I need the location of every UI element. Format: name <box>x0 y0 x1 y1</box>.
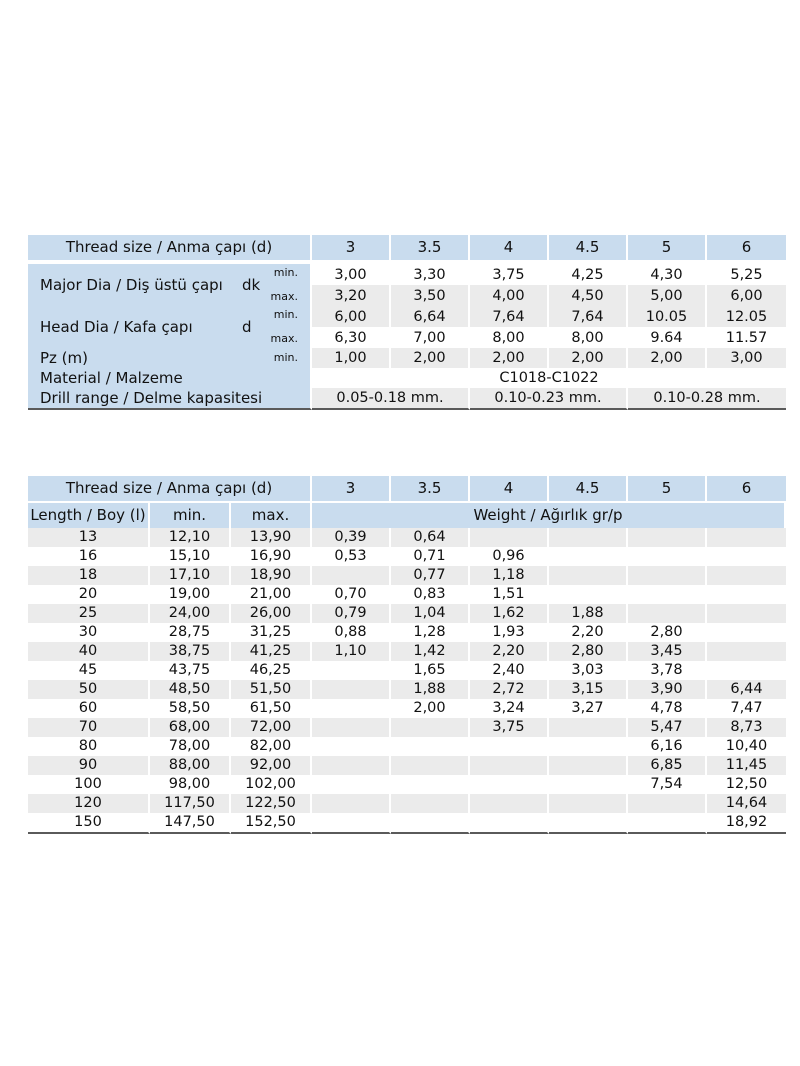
weight-cell: 3,24 <box>470 699 549 718</box>
length-min-cell: 117,50 <box>150 794 231 813</box>
length-max-cell: 41,25 <box>231 642 312 661</box>
weight-cell <box>391 775 470 794</box>
material-label: Material / Malzeme <box>40 369 183 387</box>
min-label: min. <box>273 266 298 279</box>
weight-table <box>28 476 786 834</box>
weight-cell <box>549 718 628 737</box>
weight-cell <box>628 566 707 585</box>
value-cell: 8,00 <box>470 327 549 348</box>
length-cell: 50 <box>28 680 150 699</box>
weight-cell: 0,79 <box>312 604 391 623</box>
weight-table-body <box>28 528 786 834</box>
weight-header: Weight / Ağırlık gr/p <box>312 501 786 528</box>
weight-cell <box>312 718 391 737</box>
value-cell: 3,30 <box>391 264 470 285</box>
weight-cell: 2,00 <box>391 699 470 718</box>
table-row <box>28 756 786 775</box>
weight-cell: 2,80 <box>628 623 707 642</box>
value-cell: 9.64 <box>628 327 707 348</box>
value-cell: 3,20 <box>312 285 391 306</box>
head-dia-label: Head Dia / Kafa çapı <box>40 318 193 336</box>
table-row <box>28 623 786 642</box>
length-min-cell: 17,10 <box>150 566 231 585</box>
weight-cell: 0,71 <box>391 547 470 566</box>
drill-label: Drill range / Delme kapasitesi <box>40 389 263 407</box>
weight-cell <box>391 718 470 737</box>
length-cell: 25 <box>28 604 150 623</box>
weight-cell: 0,96 <box>470 547 549 566</box>
weight-cell <box>707 604 786 623</box>
weight-cell <box>628 604 707 623</box>
length-max-cell: 16,90 <box>231 547 312 566</box>
weight-subheader-row <box>28 501 786 528</box>
value-cell: 4,25 <box>549 264 628 285</box>
weight-cell: 7,47 <box>707 699 786 718</box>
specs-table <box>28 235 786 410</box>
major-dia-label: Major Dia / Diş üstü çapı <box>40 276 223 294</box>
value-cell: 1,00 <box>312 348 391 368</box>
table-row <box>28 813 786 834</box>
length-max-cell: 13,90 <box>231 528 312 547</box>
weight-cell <box>549 585 628 604</box>
value-cell: 8,00 <box>549 327 628 348</box>
size-header: 4 <box>470 235 549 260</box>
min-label: min. <box>273 308 298 321</box>
value-cell: 7,64 <box>549 306 628 327</box>
weight-header-row <box>28 476 786 501</box>
weight-cell <box>628 547 707 566</box>
weight-cell: 2,40 <box>470 661 549 680</box>
weight-cell <box>549 794 628 813</box>
weight-cell <box>549 813 628 834</box>
length-max-cell: 26,00 <box>231 604 312 623</box>
weight-cell <box>549 547 628 566</box>
weight-cell <box>549 775 628 794</box>
length-min-cell: 68,00 <box>150 718 231 737</box>
weight-cell: 0,64 <box>391 528 470 547</box>
weight-cell <box>549 566 628 585</box>
table-row <box>28 699 786 718</box>
pz-row <box>28 348 786 368</box>
table-row <box>28 604 786 623</box>
weight-cell: 3,45 <box>628 642 707 661</box>
weight-cell: 6,44 <box>707 680 786 699</box>
value-cell: 7,64 <box>470 306 549 327</box>
weight-cell <box>312 775 391 794</box>
weight-cell <box>312 737 391 756</box>
weight-cell <box>470 813 549 834</box>
length-min-cell: 15,10 <box>150 547 231 566</box>
length-max-cell: 152,50 <box>231 813 312 834</box>
length-cell: 30 <box>28 623 150 642</box>
weight-cell <box>470 794 549 813</box>
weight-cell: 1,18 <box>470 566 549 585</box>
major-dia-label-cell <box>28 264 312 306</box>
weight-cell: 0,70 <box>312 585 391 604</box>
weight-cell: 7,54 <box>628 775 707 794</box>
weight-cell <box>549 528 628 547</box>
size-header: 3 <box>312 476 391 501</box>
length-cell: 40 <box>28 642 150 661</box>
weight-cell: 3,27 <box>549 699 628 718</box>
value-cell: 6,64 <box>391 306 470 327</box>
length-max-cell: 46,25 <box>231 661 312 680</box>
weight-cell: 3,75 <box>470 718 549 737</box>
specs-header-row <box>28 235 786 260</box>
length-cell: 18 <box>28 566 150 585</box>
length-min-cell: 147,50 <box>150 813 231 834</box>
table-row <box>28 642 786 661</box>
weight-cell: 1,28 <box>391 623 470 642</box>
value-cell: 3,75 <box>470 264 549 285</box>
table-row <box>28 737 786 756</box>
length-min-cell: 28,75 <box>150 623 231 642</box>
weight-cell <box>628 813 707 834</box>
value-cell: 3,00 <box>312 264 391 285</box>
weight-cell: 8,73 <box>707 718 786 737</box>
length-cell: 13 <box>28 528 150 547</box>
weight-cell: 1,93 <box>470 623 549 642</box>
length-min-cell: 48,50 <box>150 680 231 699</box>
thread-size-label: Thread size / Anma çapı (d) <box>28 235 312 260</box>
weight-cell: 1,62 <box>470 604 549 623</box>
weight-cell <box>391 756 470 775</box>
size-header: 3.5 <box>391 476 470 501</box>
weight-cell: 2,20 <box>549 623 628 642</box>
length-cell: 100 <box>28 775 150 794</box>
weight-cell: 0,83 <box>391 585 470 604</box>
weight-cell <box>391 813 470 834</box>
weight-cell <box>470 756 549 775</box>
length-cell: 80 <box>28 737 150 756</box>
weight-cell <box>707 642 786 661</box>
size-header: 5 <box>628 235 707 260</box>
thread-size-label: Thread size / Anma çapı (d) <box>28 476 312 501</box>
length-max-cell: 82,00 <box>231 737 312 756</box>
weight-cell: 1,51 <box>470 585 549 604</box>
length-min-cell: 24,00 <box>150 604 231 623</box>
weight-cell: 3,90 <box>628 680 707 699</box>
weight-cell <box>628 528 707 547</box>
max-label: max. <box>270 290 298 303</box>
weight-cell <box>470 528 549 547</box>
weight-cell <box>707 585 786 604</box>
length-cell: 120 <box>28 794 150 813</box>
table-row <box>28 528 786 547</box>
weight-cell: 1,04 <box>391 604 470 623</box>
weight-cell: 2,80 <box>549 642 628 661</box>
value-cell: 5,25 <box>707 264 786 285</box>
size-header: 4.5 <box>549 235 628 260</box>
length-cell: 20 <box>28 585 150 604</box>
weight-cell <box>312 661 391 680</box>
weight-cell <box>391 737 470 756</box>
length-cell: 70 <box>28 718 150 737</box>
value-cell: 2,00 <box>549 348 628 368</box>
weight-cell <box>707 623 786 642</box>
drill-label-cell <box>28 388 312 410</box>
weight-cell: 12,50 <box>707 775 786 794</box>
value-cell: 4,30 <box>628 264 707 285</box>
length-max-cell: 72,00 <box>231 718 312 737</box>
size-header: 3 <box>312 235 391 260</box>
value-cell: 10.05 <box>628 306 707 327</box>
length-cell: 60 <box>28 699 150 718</box>
weight-cell <box>470 737 549 756</box>
head-dia-min-row <box>28 306 786 327</box>
weight-cell: 18,92 <box>707 813 786 834</box>
size-header: 4.5 <box>549 476 628 501</box>
major-dia-symbol: dk <box>242 276 261 294</box>
table-row <box>28 661 786 680</box>
weight-cell <box>707 528 786 547</box>
drill-value: 0.10-0.28 mm. <box>628 388 786 410</box>
table-row <box>28 794 786 813</box>
weight-cell <box>707 547 786 566</box>
drill-value: 0.05-0.18 mm. <box>312 388 470 410</box>
weight-cell <box>312 756 391 775</box>
drill-range-row <box>28 388 786 410</box>
value-cell: 6,00 <box>707 285 786 306</box>
weight-cell: 1,10 <box>312 642 391 661</box>
material-label-cell <box>28 368 312 388</box>
length-max-cell: 92,00 <box>231 756 312 775</box>
weight-cell <box>312 699 391 718</box>
max-header: max. <box>231 501 312 528</box>
length-max-cell: 31,25 <box>231 623 312 642</box>
value-cell: 3,50 <box>391 285 470 306</box>
weight-cell <box>470 775 549 794</box>
value-cell: 7,00 <box>391 327 470 348</box>
weight-cell: 3,78 <box>628 661 707 680</box>
length-min-cell: 88,00 <box>150 756 231 775</box>
weight-cell: 2,72 <box>470 680 549 699</box>
head-dia-label-cell <box>28 306 312 348</box>
weight-cell: 10,40 <box>707 737 786 756</box>
weight-cell: 0,88 <box>312 623 391 642</box>
value-cell: 2,00 <box>470 348 549 368</box>
value-cell: 2,00 <box>391 348 470 368</box>
length-header: Length / Boy (l) <box>28 501 150 528</box>
weight-cell: 11,45 <box>707 756 786 775</box>
length-min-cell: 98,00 <box>150 775 231 794</box>
weight-cell: 0,77 <box>391 566 470 585</box>
size-header: 6 <box>707 476 786 501</box>
length-min-cell: 19,00 <box>150 585 231 604</box>
length-min-cell: 12,10 <box>150 528 231 547</box>
pz-label-cell <box>28 348 312 368</box>
length-min-cell: 38,75 <box>150 642 231 661</box>
length-max-cell: 51,50 <box>231 680 312 699</box>
pz-label: Pz (m) <box>40 349 89 367</box>
weight-cell <box>391 794 470 813</box>
length-max-cell: 122,50 <box>231 794 312 813</box>
weight-cell: 4,78 <box>628 699 707 718</box>
length-max-cell: 102,00 <box>231 775 312 794</box>
weight-cell <box>707 566 786 585</box>
weight-cell: 1,42 <box>391 642 470 661</box>
length-max-cell: 61,50 <box>231 699 312 718</box>
size-header: 4 <box>470 476 549 501</box>
size-header: 3.5 <box>391 235 470 260</box>
value-cell: 12.05 <box>707 306 786 327</box>
weight-cell: 5,47 <box>628 718 707 737</box>
weight-cell <box>312 813 391 834</box>
material-value: C1018-C1022 <box>312 368 786 388</box>
length-max-cell: 18,90 <box>231 566 312 585</box>
length-min-cell: 58,50 <box>150 699 231 718</box>
weight-cell: 6,85 <box>628 756 707 775</box>
weight-cell <box>549 756 628 775</box>
weight-cell <box>312 566 391 585</box>
value-cell: 3,00 <box>707 348 786 368</box>
min-header: min. <box>150 501 231 528</box>
length-cell: 150 <box>28 813 150 834</box>
table-row <box>28 566 786 585</box>
value-cell: 4,00 <box>470 285 549 306</box>
weight-cell: 6,16 <box>628 737 707 756</box>
value-cell: 5,00 <box>628 285 707 306</box>
table-row <box>28 775 786 794</box>
weight-cell: 0,53 <box>312 547 391 566</box>
size-header: 6 <box>707 235 786 260</box>
length-cell: 90 <box>28 756 150 775</box>
weight-cell <box>707 661 786 680</box>
material-row <box>28 368 786 388</box>
size-header: 5 <box>628 476 707 501</box>
weight-cell: 3,15 <box>549 680 628 699</box>
table-row <box>28 585 786 604</box>
weight-cell <box>312 680 391 699</box>
weight-cell: 1,88 <box>549 604 628 623</box>
major-dia-min-row <box>28 264 786 285</box>
weight-cell <box>628 794 707 813</box>
value-cell: 4,50 <box>549 285 628 306</box>
weight-cell <box>549 737 628 756</box>
weight-cell <box>312 794 391 813</box>
table-row <box>28 680 786 699</box>
max-label: max. <box>270 332 298 345</box>
head-dia-symbol: d <box>242 318 252 336</box>
value-cell: 2,00 <box>628 348 707 368</box>
weight-cell: 0,39 <box>312 528 391 547</box>
table-row <box>28 547 786 566</box>
weight-cell: 14,64 <box>707 794 786 813</box>
weight-cell: 1,65 <box>391 661 470 680</box>
value-cell: 11.57 <box>707 327 786 348</box>
length-cell: 16 <box>28 547 150 566</box>
value-cell: 6,30 <box>312 327 391 348</box>
length-min-cell: 78,00 <box>150 737 231 756</box>
drill-value: 0.10-0.23 mm. <box>470 388 628 410</box>
weight-cell: 1,88 <box>391 680 470 699</box>
length-max-cell: 21,00 <box>231 585 312 604</box>
length-min-cell: 43,75 <box>150 661 231 680</box>
min-label: min. <box>273 351 298 364</box>
table-row <box>28 718 786 737</box>
length-cell: 45 <box>28 661 150 680</box>
weight-cell: 2,20 <box>470 642 549 661</box>
value-cell: 6,00 <box>312 306 391 327</box>
weight-cell <box>628 585 707 604</box>
weight-cell: 3,03 <box>549 661 628 680</box>
